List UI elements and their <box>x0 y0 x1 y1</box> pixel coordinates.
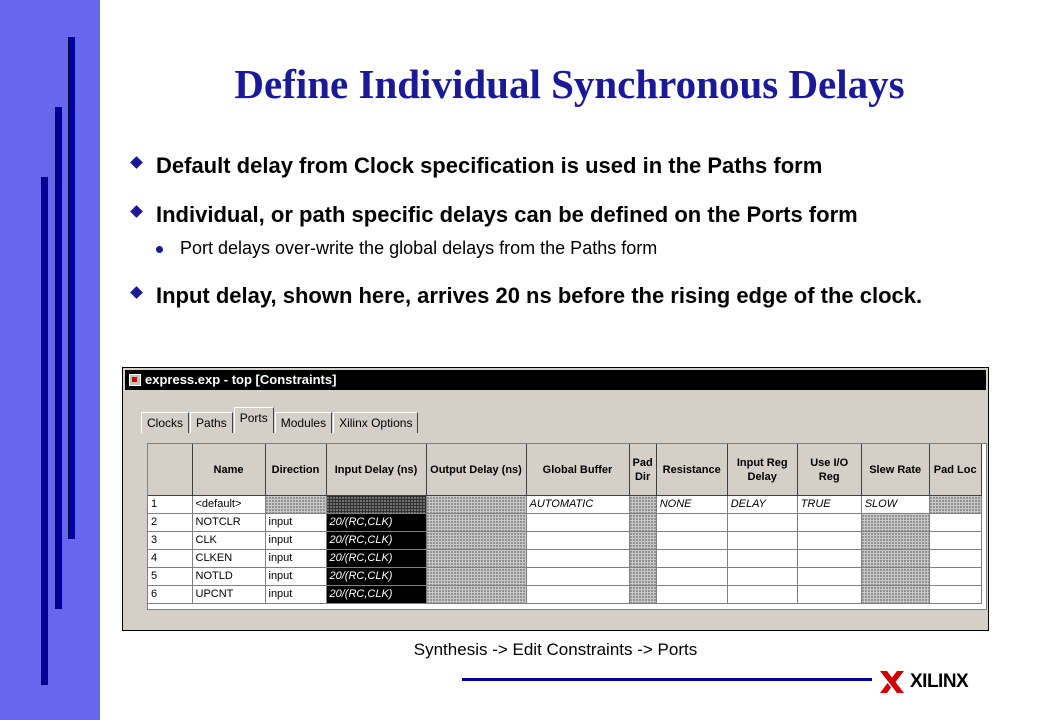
tab-bar <box>141 411 419 433</box>
grid-cell-name[interactable]: <default> <box>192 496 265 514</box>
grid-cell-pad-loc[interactable] <box>929 514 981 532</box>
grid-cell-num[interactable]: 5 <box>148 568 192 586</box>
grid-cell-slew-rate[interactable] <box>861 568 929 586</box>
grid-cell-slew-rate[interactable] <box>861 586 929 604</box>
grid-cell-use-io-reg[interactable] <box>797 568 861 586</box>
tab-modules[interactable]: Modules <box>275 412 332 433</box>
column-header[interactable]: Output Delay (ns) <box>426 444 526 496</box>
grid-cell-global-buffer[interactable] <box>526 586 629 604</box>
grid-cell-pad-loc[interactable] <box>929 586 981 604</box>
xilinx-logo <box>878 667 968 697</box>
grid-cell-num[interactable]: 4 <box>148 550 192 568</box>
column-header[interactable]: Name <box>192 444 265 496</box>
grid-cell-direction[interactable]: input <box>265 514 326 532</box>
ports-grid <box>147 443 987 610</box>
grid-cell-resistance[interactable] <box>656 532 727 550</box>
grid-cell-slew-rate[interactable] <box>861 550 929 568</box>
bullet-item <box>132 150 1012 181</box>
grid-cell-resistance[interactable] <box>656 514 727 532</box>
grid-cell-input-reg-delay[interactable] <box>727 532 797 550</box>
grid-cell-output-delay[interactable] <box>426 550 526 568</box>
table-row[interactable] <box>148 550 981 568</box>
grid-cell-pad-dir[interactable] <box>629 550 656 568</box>
grid-cell-input-delay[interactable]: 20/(RC,CLK) <box>326 586 426 604</box>
column-header[interactable]: Pad Dir <box>629 444 656 496</box>
grid-cell-use-io-reg[interactable] <box>797 586 861 604</box>
grid-cell-input-reg-delay[interactable] <box>727 586 797 604</box>
grid-cell-input-delay[interactable]: 20/(RC,CLK) <box>326 550 426 568</box>
column-header[interactable]: Resistance <box>656 444 727 496</box>
tab-ports[interactable]: Ports <box>234 407 274 433</box>
grid-cell-input-delay[interactable]: 20/(RC,CLK) <box>326 532 426 550</box>
table-row[interactable] <box>148 586 981 604</box>
grid-cell-input-delay[interactable] <box>326 496 426 514</box>
grid-cell-global-buffer[interactable]: AUTOMATIC <box>526 496 629 514</box>
grid-cell-pad-loc[interactable] <box>929 532 981 550</box>
grid-cell-pad-dir[interactable] <box>629 496 656 514</box>
slide-title: Define Individual Synchronous Delays <box>234 61 905 107</box>
grid-header-row <box>148 444 981 496</box>
bullet-item <box>132 199 1012 230</box>
column-header[interactable]: Input Delay (ns) <box>326 444 426 496</box>
grid-cell-slew-rate[interactable]: SLOW <box>861 496 929 514</box>
grid-cell-global-buffer[interactable] <box>526 532 629 550</box>
window-title: express.exp - top [Constraints] <box>145 372 337 387</box>
grid-cell-num[interactable]: 2 <box>148 514 192 532</box>
grid-cell-use-io-reg[interactable] <box>797 514 861 532</box>
grid-cell-direction[interactable]: input <box>265 568 326 586</box>
column-header[interactable]: Use I/O Reg <box>797 444 861 496</box>
dot-bullet-icon <box>156 246 163 253</box>
grid-cell-resistance[interactable] <box>656 550 727 568</box>
grid-cell-output-delay[interactable] <box>426 496 526 514</box>
table-row[interactable] <box>148 532 981 550</box>
column-header[interactable]: Pad Loc <box>929 444 981 496</box>
grid-cell-num[interactable]: 3 <box>148 532 192 550</box>
grid-cell-input-reg-delay[interactable] <box>727 550 797 568</box>
grid-cell-output-delay[interactable] <box>426 586 526 604</box>
diamond-bullet-icon <box>130 286 143 299</box>
diamond-bullet-icon <box>130 205 143 218</box>
footer-line <box>462 678 872 681</box>
column-header[interactable]: Direction <box>265 444 326 496</box>
table-row[interactable] <box>148 496 981 514</box>
grid-cell-resistance[interactable]: NONE <box>656 496 727 514</box>
grid-cell-pad-dir[interactable] <box>629 532 656 550</box>
grid-cell-name[interactable]: UPCNT <box>192 586 265 604</box>
bullet-text: Individual, or path specific delays can be defined on the Ports form <box>156 202 858 227</box>
grid-cell-global-buffer[interactable] <box>526 550 629 568</box>
column-header[interactable]: Input Reg Delay <box>727 444 797 496</box>
grid-cell-slew-rate[interactable] <box>861 514 929 532</box>
column-header[interactable]: Global Buffer <box>526 444 629 496</box>
grid-cell-use-io-reg[interactable]: TRUE <box>797 496 861 514</box>
grid-cell-name[interactable]: CLKEN <box>192 550 265 568</box>
tab-xilinx-options[interactable]: Xilinx Options <box>333 412 418 433</box>
grid-cell-direction[interactable]: input <box>265 550 326 568</box>
grid-cell-resistance[interactable] <box>656 586 727 604</box>
logo-text: XILINX <box>910 671 969 692</box>
grid-cell-input-delay[interactable]: 20/(RC,CLK) <box>326 514 426 532</box>
side-band <box>0 0 100 720</box>
tab-paths[interactable]: Paths <box>190 412 233 433</box>
app-window-icon <box>129 374 141 386</box>
grid-cell-name[interactable]: NOTCLR <box>192 514 265 532</box>
column-header[interactable]: Slew Rate <box>861 444 929 496</box>
grid-cell-name[interactable]: CLK <box>192 532 265 550</box>
grid-cell-direction[interactable]: input <box>265 586 326 604</box>
grid-cell-input-reg-delay[interactable] <box>727 568 797 586</box>
bullet-list <box>132 150 1012 329</box>
window-titlebar[interactable] <box>125 370 986 390</box>
decor-bar <box>55 107 62 609</box>
grid-cell-pad-dir[interactable] <box>629 568 656 586</box>
column-header[interactable] <box>148 444 192 496</box>
grid-cell-input-reg-delay[interactable] <box>727 514 797 532</box>
xilinx-logo-mark <box>878 668 906 696</box>
grid-cell-pad-loc[interactable] <box>929 550 981 568</box>
grid-cell-input-delay[interactable]: 20/(RC,CLK) <box>326 568 426 586</box>
decor-bar <box>41 177 48 685</box>
constraints-window <box>122 367 989 631</box>
bullet-text: Default delay from Clock specification is used in the Paths form <box>156 153 823 178</box>
grid-cell-pad-loc[interactable] <box>929 568 981 586</box>
grid-cell-num[interactable]: 1 <box>148 496 192 514</box>
sub-bullet-text: Port delays over-write the global delays from the Paths form <box>180 238 658 258</box>
tab-clocks[interactable]: Clocks <box>141 412 189 433</box>
grid-cell-direction[interactable]: input <box>265 532 326 550</box>
decor-bar <box>68 37 75 539</box>
grid-cell-resistance[interactable] <box>656 568 727 586</box>
grid-cell-slew-rate[interactable] <box>861 532 929 550</box>
grid-cell-name[interactable]: NOTLD <box>192 568 265 586</box>
table-row[interactable] <box>148 568 981 586</box>
grid-cell-direction[interactable] <box>265 496 326 514</box>
sub-bullet-item <box>156 234 1012 262</box>
grid-cell-input-reg-delay[interactable]: DELAY <box>727 496 797 514</box>
diamond-bullet-icon <box>130 156 143 169</box>
grid-cell-pad-dir[interactable] <box>629 514 656 532</box>
slide-caption: Synthesis -> Edit Constraints -> Ports <box>413 640 698 659</box>
grid-cell-output-delay[interactable] <box>426 514 526 532</box>
grid-cell-use-io-reg[interactable] <box>797 532 861 550</box>
table-row[interactable] <box>148 514 981 532</box>
grid-cell-pad-loc[interactable] <box>929 496 981 514</box>
grid-cell-output-delay[interactable] <box>426 532 526 550</box>
grid-cell-num[interactable]: 6 <box>148 586 192 604</box>
grid-cell-output-delay[interactable] <box>426 568 526 586</box>
grid-cell-use-io-reg[interactable] <box>797 550 861 568</box>
grid-cell-pad-dir[interactable] <box>629 586 656 604</box>
grid-cell-global-buffer[interactable] <box>526 514 629 532</box>
bullet-text: Input delay, shown here, arrives 20 ns before the rising edge of the clock. <box>156 283 923 308</box>
grid-cell-global-buffer[interactable] <box>526 568 629 586</box>
bullet-item <box>132 280 1012 311</box>
